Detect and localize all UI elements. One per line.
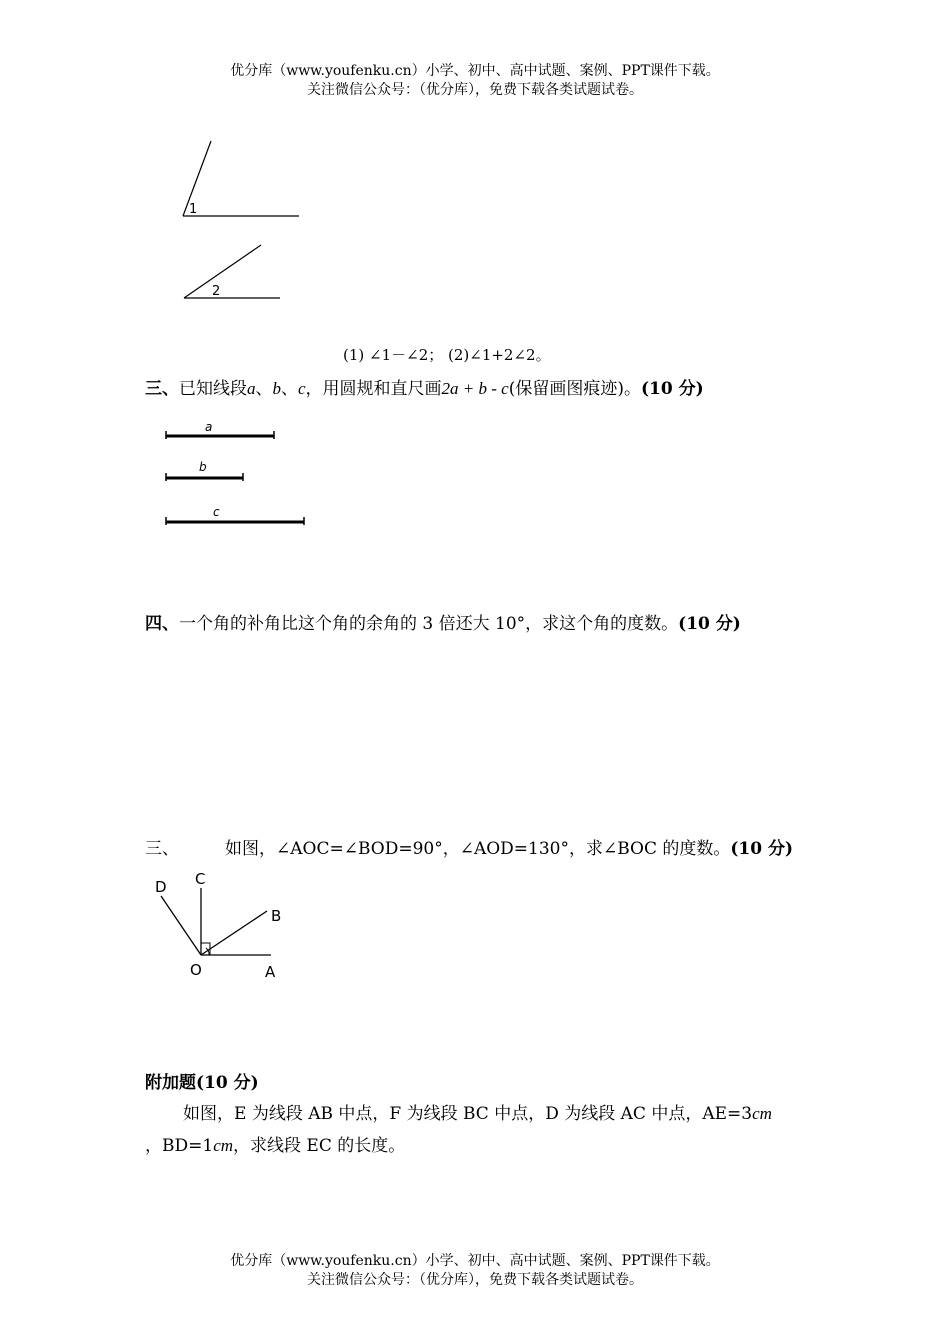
header-line-2: 关注微信公众号：（优分库），免费下载各类试题试卷。: [307, 82, 643, 98]
segment-a-label: a: [205, 420, 213, 434]
label-d: D: [155, 878, 167, 896]
bonus-line2-pre: ，BD=: [145, 1136, 203, 1156]
q3a-score: (10 分): [641, 379, 704, 399]
q3a-text-pre: 已知线段: [179, 379, 247, 399]
q3a-var-a: a: [247, 379, 256, 398]
q3a-text-mid: ，用圆规和直尺画: [305, 379, 442, 399]
q3b-text: 如图，∠AOC=∠BOD=90°，∠AOD=130°，求∠BOC 的度数。: [225, 839, 731, 859]
q3b-number: 三、: [145, 839, 179, 859]
header-line-1: 优分库（www.youfenku.cn）小学、初中、高中试题、案例、PPT课件下载。: [230, 63, 720, 79]
q4-number: 四、: [145, 614, 179, 634]
bonus-title: 附加题(10 分): [145, 1073, 259, 1093]
footer-line-2: 关注微信公众号：（优分库），免费下载各类试题试卷。: [307, 1272, 643, 1288]
bonus-line2-post: ，求线段 EC 的长度。: [233, 1136, 406, 1156]
segment-b-label: b: [199, 460, 207, 474]
bonus-line-1: [183, 1099, 772, 1124]
footer-line-1: 优分库（www.youfenku.cn）小学、初中、高中试题、案例、PPT课件下载。: [230, 1253, 720, 1269]
q3a-var-b: b: [272, 379, 281, 398]
answer-line: (1) ∠1－∠2； (2)∠1+2∠2。: [343, 346, 551, 364]
angle1-label: 1: [189, 202, 198, 217]
q3a-number: 三、: [145, 379, 179, 399]
q4-score: (10 分): [678, 614, 741, 634]
bonus-bd-unit: cm: [213, 1136, 234, 1155]
label-a: A: [265, 963, 276, 981]
label-o: O: [190, 961, 202, 979]
q3a-text-post: (保留画图痕迹)。: [508, 379, 641, 399]
bonus-bd-value: 1: [202, 1136, 214, 1156]
q3b-score: (10 分): [730, 839, 794, 859]
q4-text: 一个角的补角比这个角的余角的 3 倍还大 10°，求这个角的度数。: [179, 614, 679, 634]
ray-ob: [201, 911, 267, 955]
bonus-line-2: [145, 1131, 405, 1156]
q3a-expression: 2a + b - c: [441, 379, 509, 398]
angle2-label: 2: [212, 284, 221, 299]
q3a-sep1: 、: [255, 379, 273, 399]
q3a-sep2: 、: [281, 379, 298, 399]
bonus-ae-unit: cm: [752, 1104, 772, 1123]
bonus-ae-value: 3: [741, 1104, 753, 1124]
label-b: B: [271, 907, 282, 925]
q3a-var-c: c: [298, 379, 306, 398]
label-c: C: [195, 870, 206, 888]
segment-c-label: c: [213, 505, 220, 519]
ray-od: [161, 896, 201, 955]
bonus-line1-text: 如图，E 为线段 AB 中点，F 为线段 BC 中点，D 为线段 AC 中点，AE=: [183, 1104, 742, 1124]
